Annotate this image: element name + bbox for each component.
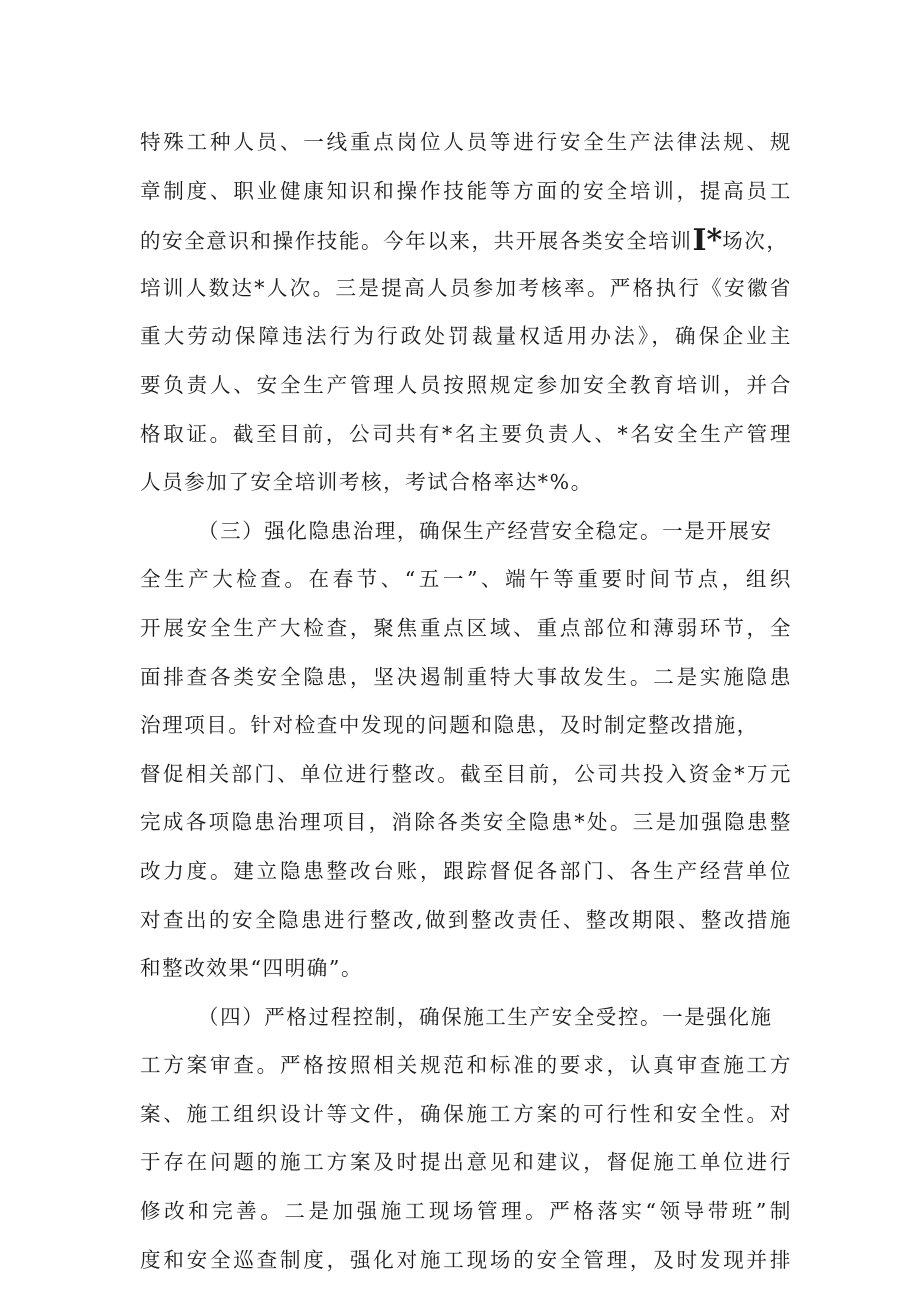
paragraph-line-14: 督促相关部门、单位进行整改。截至目前，公司共投入资金*万元: [140, 761, 792, 786]
paragraph-line-17: 对查出的安全隐患进行整改,做到整改责任、整改期限、整改措施: [140, 907, 792, 932]
paragraph-line-3-text: 的安全意识和操作技能。今年以来，共开展各类安全培训: [140, 229, 693, 254]
paragraph-line-7: 格取证。截至目前，公司共有*名主要负责人、*名安全生产管理: [140, 421, 792, 446]
paragraph-line-3-tail: 场次，: [722, 229, 789, 254]
paragraph-line-1: 特殊工种人员、一线重点岗位人员等进行安全生产法律法规、规: [140, 130, 792, 154]
paragraph-line-4: 培训人数达*人次。三是提高人员参加考核率。严格执行《安徽省: [140, 275, 792, 300]
paragraph-line-6: 要负责人、安全生产管理人员按照规定参加安全教育培训，并合: [140, 372, 792, 397]
paragraph-line-8: 人员参加了安全培训考核，考试合格率达*%。: [140, 470, 593, 495]
paragraph-line-16: 改力度。建立隐患整改台账，跟踪督促各部门、各生产经营单位: [140, 858, 792, 883]
section-four-heading-line: （四）严格过程控制，确保施工生产安全受控。一是强化施: [198, 1004, 773, 1029]
paragraph-line-18: 和整改效果“四明确”。: [140, 956, 364, 981]
paragraph-line-23: 修改和完善。二是加强施工现场管理。严格落实“领导带班”制: [140, 1199, 792, 1224]
paragraph-line-20: 工方案审查。严格按照相关规范和标准的要求，认真审查施工方: [140, 1053, 792, 1078]
paragraph-line-11: 开展安全生产大检查，聚焦重点区域、重点部位和薄弱环节，全: [140, 615, 792, 640]
paragraph-line-10: 全生产大检查。在春节、“五一”、端午等重要时间节点，组织: [140, 567, 792, 592]
paragraph-line-5: 重大劳动保障违法行为行政处罚裁量权适用办法》，确保企业主: [140, 324, 792, 349]
paragraph-line-21: 案、施工组织设计等文件，确保施工方案的可行性和安全性。对: [140, 1101, 792, 1126]
paragraph-line-22: 于存在问题的施工方案及时提出意见和建议，督促施工单位进行: [140, 1150, 792, 1175]
paragraph-line-15: 完成各项隐患治理项目，消除各类安全隐患*处。三是加强隐患整: [140, 810, 792, 835]
paragraph-line-13: 治理项目。针对检查中发现的问题和隐患，及时制定整改措施，: [140, 713, 759, 738]
document-body: [140, 118, 792, 1284]
paragraph-line-2: 章制度、职业健康知识和操作技能等方面的安全培训，提高员工: [140, 178, 792, 203]
section-three-heading-line: （三）强化隐患治理，确保生产经营安全稳定。一是开展安: [198, 518, 773, 543]
paragraph-line-3: [140, 215, 792, 264]
paragraph-line-24: 度和安全巡查制度，强化对施工现场的安全管理，及时发现并排: [140, 1247, 792, 1272]
placeholder-mark: I*: [692, 223, 723, 259]
paragraph-line-12: 面排查各类安全隐患，坚决遏制重特大事故发生。二是实施隐患: [140, 664, 792, 689]
